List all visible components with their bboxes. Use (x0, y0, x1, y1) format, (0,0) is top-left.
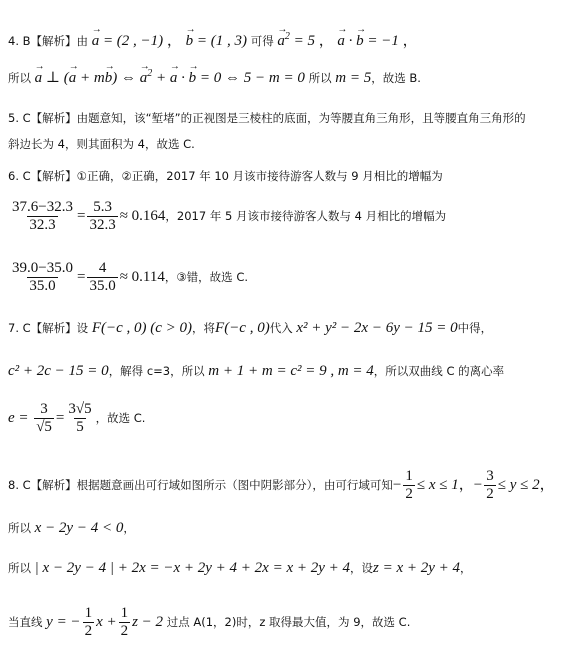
q8-line2 (8, 520, 135, 536)
q4-vector-b: → b = (1 , 3) (186, 33, 251, 49)
q6-line1: 6. C【解析】①正确，②正确，2017 年 10 月该市接待游客人数与 9 月相比的增幅为 (8, 169, 443, 183)
q7-end: ，故选 C. (95, 411, 146, 425)
q6-line2: $\frac{37.6-32.3}{32.3}$ = $\frac{5.3}{32.3}$ ≈ 0.164，2017 年 5 月该市接待游客人数与 4 月相比的增幅为 (12, 199, 447, 233)
q7-focus-def: F(−c , 0) (c > 0) (91, 320, 193, 336)
q7-head: 7. C【解析】设 (8, 321, 89, 335)
q7-m-solve: m + 1 + m = c² = 9 , m = 4 (208, 363, 374, 379)
q6-fraction-1: $\frac{37.6-32.3}{32.3}$ (12, 199, 73, 233)
q6-fraction-4: $\frac{4}{35.0}$ (89, 260, 116, 294)
q7-l2b: ，解得 c=3，所以 (108, 364, 205, 378)
q6-approx-2: ≈ 0.114 (119, 269, 165, 285)
q8-x-range: ≤ x ≤ 1 (416, 477, 459, 493)
q8-abs-expression: | x − 2y − 4 | + 2x = −x + 2y + 4 + 2x = x + 2y + 4 (34, 560, 351, 576)
q8-l2-end: ， (123, 521, 135, 535)
q7-line3: e = $\frac{3}{√5}$ = $\frac{3√5}{5}$ ，故选 C. (8, 401, 146, 435)
q6-fraction-2: $\frac{5.3}{32.3}$ (89, 199, 116, 233)
q8-z-def: z = x + 2y + 4 (373, 560, 461, 576)
q8-l4-y: y = − (46, 614, 81, 630)
q8-line1: 8. C【解析】根据题意画出可行域如图所示（图中阴影部分），由可行域可知− $\frac{1}{2}$ ≤ x ≤ 1，− $\frac{3}{2}$ ≤ y ≤ 2， (8, 468, 555, 502)
q8-l4-x: x + (96, 614, 117, 630)
q7-t2: 代入 (269, 321, 293, 335)
q8-line3 (8, 560, 472, 576)
q6-approx-1: ≈ 0.164 (119, 208, 166, 224)
q4-line2-pre: 所以 (8, 71, 31, 85)
q4-head: 4. B【解析】由 (8, 34, 89, 48)
q4-line2-mid: 所以 (308, 71, 332, 85)
q7-e-label: e = (8, 410, 29, 426)
q8-l4-z: z − 2 (132, 614, 164, 630)
q8-l4-pre: 当直线 (8, 615, 43, 629)
q8-l2-pre: 所以 (8, 521, 31, 535)
q8-inequality: x − 2y − 4 < 0 (34, 520, 124, 536)
q8-range-fraction-1: $\frac{1}{2}$ (405, 468, 413, 502)
q8-head: 8. C【解析】根据题意画出可行域如图所示（图中阴影部分），由可行域可知 (8, 478, 393, 492)
q7-quadratic: c² + 2c − 15 = 0 (8, 363, 109, 379)
q7-fraction-2: $\frac{3√5}{5}$ (68, 401, 92, 435)
q4-line1: 4. B【解析】由 → a = (2 , −1) ， → b = (1 , 3) 可得 → $a^2 = 5$ ， → a · → b = −1 ， (8, 33, 418, 49)
q7-fraction-1: $\frac{3}{√5}$ (36, 401, 52, 435)
q6-text-2: ，③错，故选 C. (164, 270, 249, 284)
q8-l3-mid: ，设 (350, 561, 374, 575)
q6-fraction-3: $\frac{39.0-35.0}{35.0}$ (12, 260, 73, 294)
q8-y-range: ≤ y ≤ 2 (497, 477, 540, 493)
q8-line4 (8, 605, 410, 640)
q7-l2d: ，所以双曲线 C 的离心率 (373, 364, 505, 378)
q8-l4-end: 过点 A(1，2)时，z 取得最大值，为 9，故选 C. (166, 615, 411, 629)
q7-t3: 中得， (457, 321, 493, 335)
q6-line3: $\frac{39.0-35.0}{35.0}$ = $\frac{4}{35.0}$ ≈ 0.114，③错，故选 C. (12, 260, 249, 294)
q6-text-1: ，2017 年 5 月该市接待游客人数与 4 月相比的增幅为 (165, 209, 447, 223)
q8-line-fraction-2: $\frac{1}{2}$ (120, 605, 129, 639)
q8-range-fraction-2: $\frac{3}{2}$ (486, 468, 494, 502)
q8-l3-pre: 所以 (8, 561, 31, 575)
q4-vector-a: → a = (2 , −1) (92, 33, 167, 49)
q4-line2 (8, 70, 421, 86)
q4-a-squared: → $a^2 = 5$ (277, 33, 318, 49)
q4-perp-equation: → a ⊥ (→ a + m→ b) ⇔ → $a^2$ + → a · → b = 0 ⇔ 5 − m = 0 (35, 70, 309, 86)
q4-dot-product: → a · → b = −1 (337, 33, 402, 49)
q7-circle-equation: x² + y² − 2x − 6y − 15 = 0 (296, 320, 458, 336)
q4-line2-end: ，故选 B. (371, 71, 421, 85)
q5-line2: 斜边长为 4，则其面积为 4，故选 C. (8, 137, 195, 151)
q7-line1 (8, 320, 492, 336)
q8-line-fraction-1: $\frac{1}{2}$ (84, 605, 93, 639)
q7-focus: F(−c , 0) (215, 320, 270, 336)
q4-mid: 可得 (250, 34, 274, 48)
q7-t1: ，将 (192, 321, 216, 335)
q4-m-value: m = 5 (335, 70, 372, 86)
q7-line2 (8, 363, 504, 379)
q8-l3-end: ， (460, 561, 472, 575)
q5-line1: 5. C【解析】由题意知，该“堑堵”的正视图是三棱柱的底面，为等腰直角三角形，且等腰直角三角形的 (8, 111, 526, 125)
